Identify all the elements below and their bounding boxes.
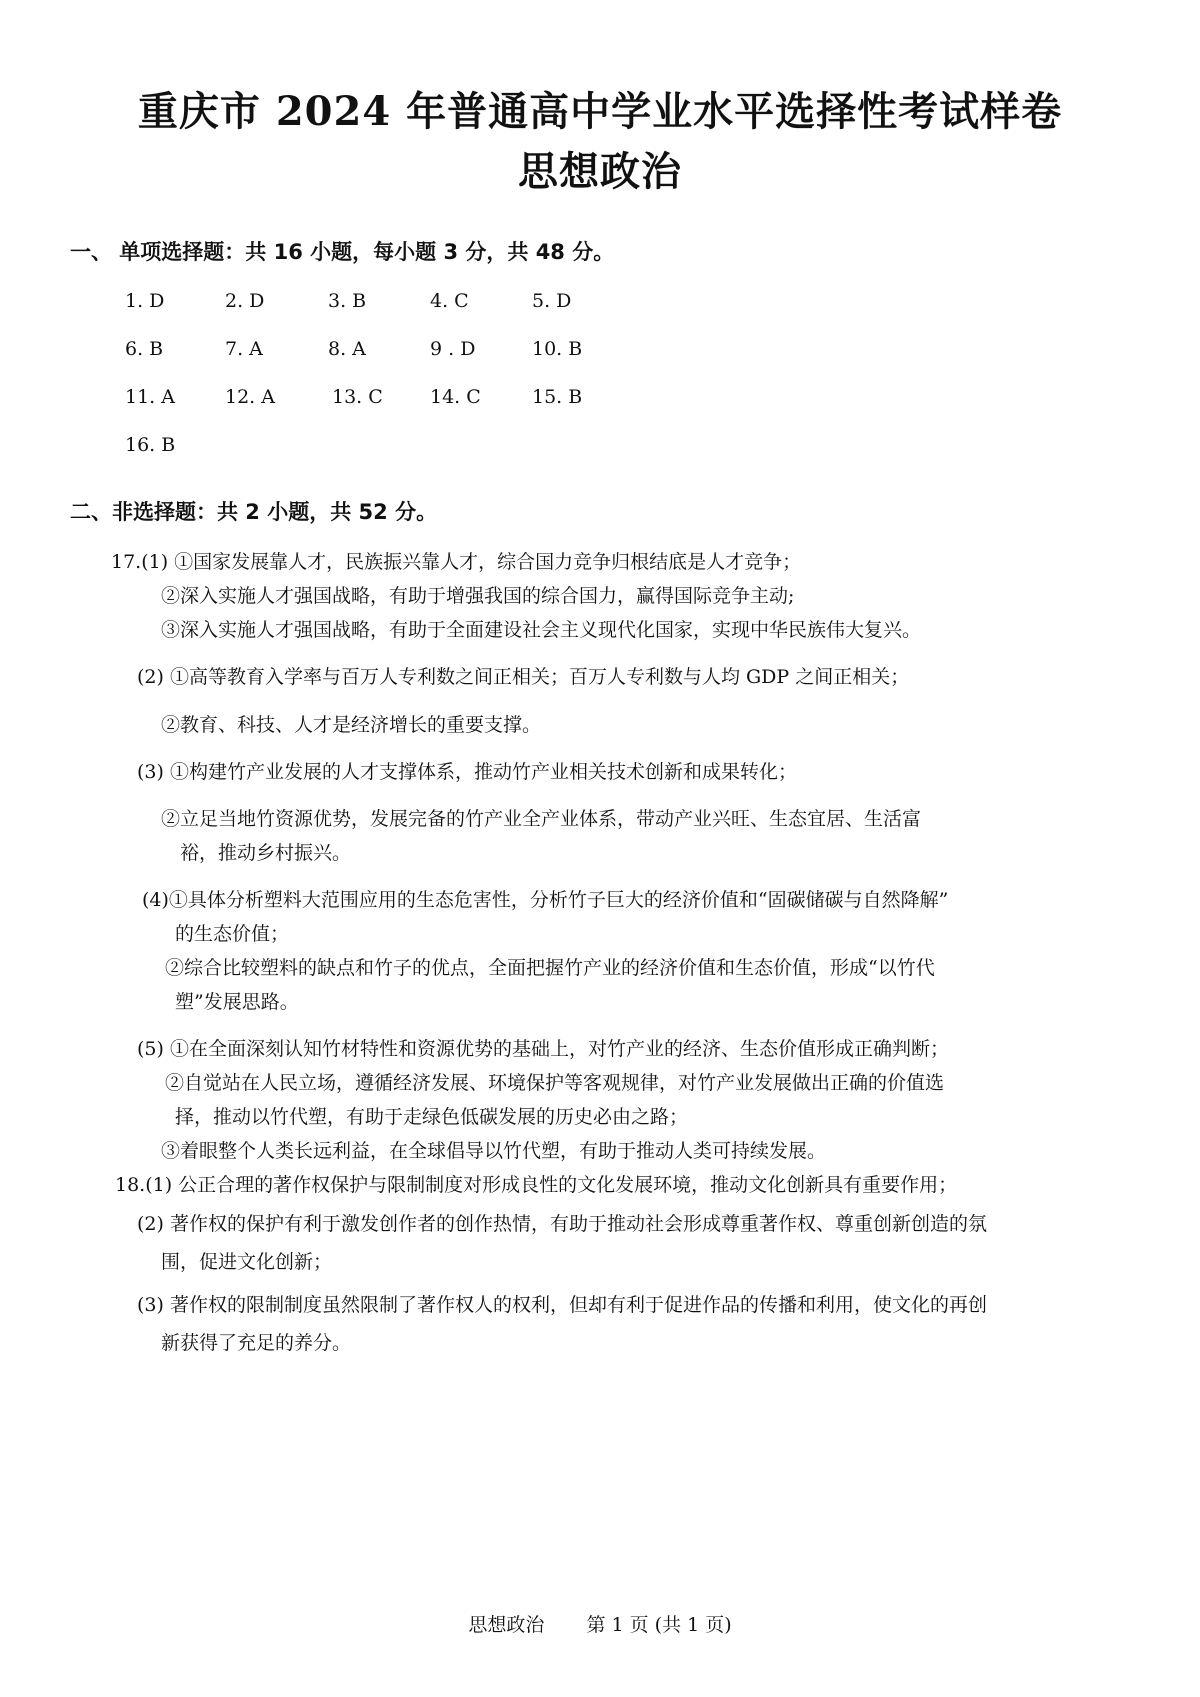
answer-item: 10. B [532,338,583,360]
answer-item: 1. D [125,290,165,312]
answer-line: (3) ①构建竹产业发展的人才支撑体系，推动竹产业相关技术创新和成果转化； [137,761,797,783]
footer-page-number: 第 1 页 (共 1 页) [586,1614,732,1636]
answer-line: 围，促进文化创新； [161,1251,333,1273]
answer-line: (4)①具体分析塑料大范围应用的生态危害性，分析竹子巨大的经济价值和“固碳储碳与自然降解” [142,889,949,911]
answer-item: 3. B [328,290,367,312]
answer-item: 16. B [125,434,176,456]
answer-line: (5) ①在全面深刻认知竹材特性和资源优势的基础上，对竹产业的经济、生态价值形成正确判断； [137,1038,949,1060]
answer-line: 18.(1) 公正合理的著作权保护与限制制度对形成良性的文化发展环境，推动文化创新具有重要作用； [115,1174,958,1196]
answer-item: 11. A [125,386,175,408]
answer-line: ②自觉站在人民立场，遵循经济发展、环境保护等客观规律，对竹产业发展做出正确的价值选 [165,1072,945,1094]
answer-line: 裕，推动乡村振兴。 [180,842,352,864]
answer-line: ②立足当地竹资源优势，发展完备的竹产业全产业体系，带动产业兴旺、生态宜居、生活富 [161,808,922,830]
page-title: 重庆市 2024 年普通高中学业水平选择性考试样卷 [137,88,1063,135]
subject-title: 思想政治 [518,148,682,195]
answer-line: (2) 著作权的保护有利于激发创作者的创作热情，有助于推动社会形成尊重著作权、尊重创新创造的氛 [137,1213,987,1235]
answer-item: 13. C [332,386,383,408]
answer-item: 6. B [125,338,164,360]
answer-line: ③着眼整个人类长远利益，在全球倡导以竹代塑，有助于推动人类可持续发展。 [161,1140,827,1162]
answer-item: 14. C [430,386,481,408]
answer-item: 15. B [532,386,583,408]
answer-line: 塑”发展思路。 [175,991,299,1013]
section2-heading: 二、非选择题：共 2 小题，共 52 分。 [70,500,438,524]
answer-item: 9 . D [430,338,476,360]
answer-item: 2. D [225,290,265,312]
page-footer [0,1610,1200,1637]
answer-line: 新获得了充足的养分。 [161,1332,352,1354]
answer-grid [120,290,680,456]
answer-item: 12. A [225,386,275,408]
answer-line: 17.(1) ①国家发展靠人才，民族振兴靠人才，综合国力竞争归根结底是人才竞争； [111,551,802,573]
answer-item: 8. A [328,338,366,360]
answer-line: ③深入实施人才强国战略，有助于全面建设社会主义现代化国家，实现中华民族伟大复兴。 [161,619,922,641]
answer-line: ②综合比较塑料的缺点和竹子的优点，全面把握竹产业的经济价值和生态价值，形成“以竹代 [165,957,935,979]
answer-line: 择，推动以竹代塑，有助于走绿色低碳发展的历史必由之路； [175,1106,689,1128]
answer-item: 5. D [532,290,572,312]
answer-item: 4. C [430,290,469,312]
answer-line: ②深入实施人才强国战略，有助于增强我国的综合国力，赢得国际竞争主动; [161,585,795,607]
answer-line: (3) 著作权的限制制度虽然限制了著作权人的权利，但却有利于促进作品的传播和利用，使文化的再创 [137,1294,987,1316]
section1-heading: 一、 单项选择题：共 16 小题，每小题 3 分，共 48 分。 [70,240,615,264]
answer-line: (2) ①高等教育入学率与百万人专利数之间正相关；百万人专利数与人均 GDP 之间正相关； [137,666,910,688]
answer-line: ②教育、科技、人才是经济增长的重要支撑。 [161,714,542,736]
answer-item: 7. A [225,338,263,360]
answer-line: 的生态价值； [175,923,290,945]
footer-subject: 思想政治 [468,1614,545,1636]
